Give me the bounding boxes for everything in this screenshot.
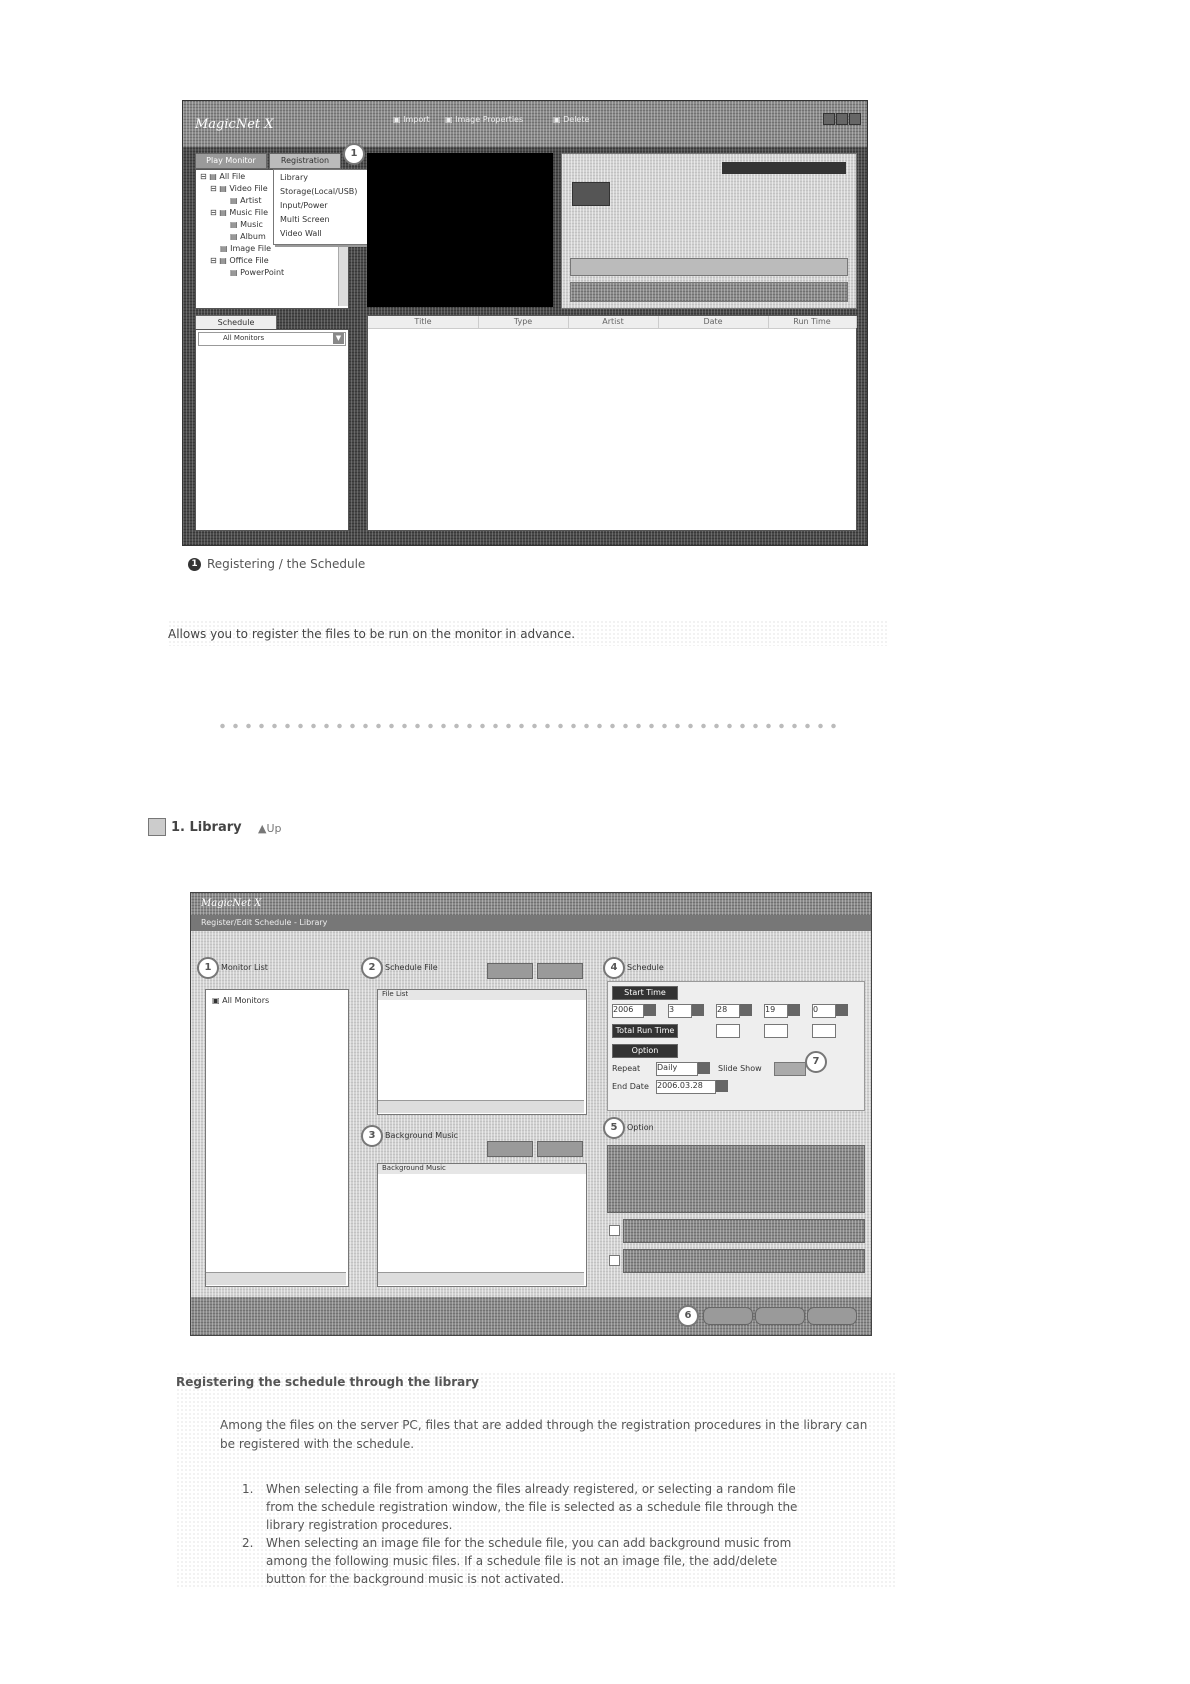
status-bar	[722, 162, 846, 174]
run-hour-field[interactable]	[716, 1024, 740, 1038]
list-item[interactable]: ▣ All Monitors	[212, 996, 270, 1005]
list-item-number: 1.	[242, 1482, 254, 1496]
dot-divider	[216, 722, 836, 730]
marker-2: 2	[361, 957, 383, 979]
caption-text: Registering / the Schedule	[207, 557, 366, 571]
list-item-line: library registration procedures.	[266, 1518, 453, 1532]
background-music-label: Background Music	[385, 1131, 459, 1140]
folder-icon: ▤	[230, 220, 238, 229]
close-button[interactable]	[849, 113, 861, 125]
monitor-list	[205, 989, 349, 1287]
minimize-button[interactable]	[823, 113, 835, 125]
slide-show-label: Slide Show	[718, 1064, 762, 1073]
schedule-dialog	[190, 892, 872, 1336]
column-run-time[interactable]: Run Time	[768, 316, 857, 328]
folder-icon: ▤	[230, 196, 238, 205]
marker-4: 4	[603, 957, 625, 979]
import-icon: ▣	[393, 115, 404, 124]
list-item-number: 2.	[242, 1536, 254, 1550]
folder-icon: ▤	[230, 232, 238, 241]
file-icon: ▤	[230, 268, 238, 277]
dialog-subtitle: Register/Edit Schedule - Library	[201, 918, 328, 927]
start-time-label: Start Time	[612, 986, 678, 1000]
option-label: Option	[627, 1123, 654, 1132]
tab-play-monitor[interactable]: Play Monitor	[195, 153, 267, 169]
footer-button-2[interactable]	[755, 1307, 805, 1325]
folder-icon: ▤	[220, 244, 228, 253]
option-row-2[interactable]	[623, 1249, 865, 1273]
folder-icon: ▤	[219, 208, 227, 217]
schedule-table	[367, 315, 857, 531]
intro-text: Allows you to register the files to be run on the monitor in advance.	[168, 627, 576, 641]
folder-icon: ▤	[219, 256, 227, 265]
bg-scrollbar[interactable]	[378, 1272, 584, 1285]
toolbar-delete[interactable]: ▣ Delete	[553, 115, 590, 124]
background-music-list	[377, 1163, 587, 1287]
schedule-file-label: Schedule File	[385, 963, 438, 972]
marker-6: 6	[677, 1305, 699, 1327]
schedule-file-list	[377, 989, 587, 1115]
folder-icon: ▤	[209, 172, 217, 181]
maximize-button[interactable]	[836, 113, 848, 125]
menu-item-input-power[interactable]: Input/Power	[280, 201, 328, 210]
bg-list-header: Background Music	[378, 1164, 586, 1174]
schedule-box	[607, 981, 865, 1111]
total-run-time-label: Total Run Time	[612, 1024, 678, 1038]
menu-item-library[interactable]: Library	[280, 173, 308, 182]
up-link[interactable]: ▲Up	[258, 822, 282, 835]
app-logo: MagicNet X	[195, 117, 274, 132]
delete-icon: ▣	[553, 115, 564, 124]
list-item-line: from the schedule registration window, the file is selected as a schedule file through the	[266, 1500, 798, 1514]
column-artist[interactable]: Artist	[568, 316, 659, 328]
monitor-icon: ▣	[212, 996, 220, 1005]
schedule-panel	[195, 329, 349, 531]
up-arrow-icon: ▲	[258, 822, 267, 835]
toolbar-import[interactable]: ▣ Import	[393, 115, 430, 124]
option-row-1[interactable]	[623, 1219, 865, 1243]
column-title[interactable]: Title	[368, 316, 479, 328]
schedule-file-add-button[interactable]	[487, 963, 533, 979]
tree-item[interactable]: ▤ PowerPoint	[230, 268, 285, 277]
chevron-down-icon[interactable]	[692, 1004, 704, 1016]
option-button[interactable]: Option	[612, 1044, 678, 1058]
tab-schedule[interactable]: Schedule	[195, 315, 277, 331]
caption-bullet: 1	[188, 558, 201, 571]
toolbar-image-properties[interactable]: ▣ Image Properties	[445, 115, 524, 124]
title-bar	[183, 101, 867, 147]
image-icon: ▣	[445, 115, 456, 124]
footer-button-3[interactable]	[807, 1307, 857, 1325]
dialog-app-logo: MagicNet X	[201, 898, 262, 909]
schedule-file-delete-button[interactable]	[537, 963, 583, 979]
month-field[interactable]: 3	[668, 1004, 692, 1018]
table-header	[368, 316, 856, 329]
registering-section	[176, 1372, 896, 1588]
chevron-down-icon[interactable]	[644, 1004, 656, 1016]
calendar-icon[interactable]	[716, 1080, 728, 1092]
section-title: 1. Library	[171, 820, 242, 835]
dialog-footer	[191, 1297, 871, 1335]
monitor-list-label: Monitor List	[221, 963, 268, 972]
option-checkbox-1[interactable]	[609, 1225, 620, 1236]
registering-paragraph: Among the files on the server PC, files that are added through the registration procedures in the library can be registered with the schedule.	[220, 1418, 868, 1451]
option-preview	[607, 1145, 865, 1213]
chevron-down-icon[interactable]	[788, 1004, 800, 1016]
music-add-button[interactable]	[487, 1141, 533, 1157]
hour-field[interactable]: 19	[764, 1004, 788, 1018]
preview-screen	[367, 153, 553, 307]
slide-show-select[interactable]	[774, 1062, 806, 1076]
music-delete-button[interactable]	[537, 1141, 583, 1157]
monitor-select[interactable]: All Monitors ▼	[198, 332, 346, 346]
menu-item-multi-screen[interactable]: Multi Screen	[280, 215, 330, 224]
minute-field[interactable]: 0	[812, 1004, 836, 1018]
tab-registration[interactable]: Registration	[269, 153, 341, 169]
end-date-label: End Date	[612, 1082, 649, 1091]
marker-7: 7	[805, 1051, 827, 1073]
tree-item[interactable]: ⊟ ▤ All File	[200, 172, 246, 181]
progress-slider[interactable]	[570, 258, 848, 276]
year-field[interactable]: 2006	[612, 1004, 644, 1018]
tree-item[interactable]: ▤ Image File	[220, 244, 272, 253]
schedule-label: Schedule	[627, 963, 664, 972]
control-panel	[561, 153, 857, 309]
folder-icon: ▤	[219, 184, 227, 193]
day-field[interactable]: 28	[716, 1004, 740, 1018]
marker-5: 5	[603, 1117, 625, 1139]
marker-3: 3	[361, 1125, 383, 1147]
repeat-label: Repeat	[612, 1064, 641, 1073]
menu-item-video-wall[interactable]: Video Wall	[280, 229, 322, 238]
dialog-title-bar	[191, 893, 871, 915]
footer-button-1[interactable]	[703, 1307, 753, 1325]
playback-controls[interactable]	[570, 282, 848, 302]
run-second-field[interactable]	[812, 1024, 836, 1038]
book-icon	[148, 818, 166, 836]
chevron-down-icon[interactable]	[698, 1062, 710, 1074]
chevron-down-icon[interactable]	[740, 1004, 752, 1016]
registering-heading: Registering the schedule through the library	[176, 1375, 479, 1389]
column-type[interactable]: Type	[478, 316, 569, 328]
marker-1: 1	[197, 957, 219, 979]
repeat-select[interactable]: Daily	[656, 1062, 698, 1076]
tree-item[interactable]: ▤ Album	[230, 232, 266, 241]
dialog-subtitle-bar	[191, 915, 871, 931]
list-item-line: button for the background music is not activated.	[266, 1572, 565, 1586]
screenshot-main-window	[182, 100, 868, 546]
tree-item[interactable]: ▤ Artist	[230, 196, 262, 205]
tree-item[interactable]: ⊟ ▤ Office File	[210, 256, 269, 265]
menu-item-storage[interactable]: Storage(Local/USB)	[280, 187, 358, 196]
file-scrollbar[interactable]	[378, 1100, 584, 1113]
clock-display	[572, 182, 610, 206]
tree-item[interactable]: ⊟ ▤ Music File	[210, 208, 269, 217]
list-item-line: When selecting a file from among the files already registered, or selecting a random file	[266, 1482, 796, 1496]
tree-item[interactable]: ▤ Music	[230, 220, 263, 229]
list-item-line: among the following music files. If a schedule file is not an image file, the add/delete	[266, 1554, 778, 1568]
chevron-down-icon[interactable]	[836, 1004, 848, 1016]
column-date[interactable]: Date	[658, 316, 769, 328]
tree-item[interactable]: ⊟ ▤ Video File	[210, 184, 268, 193]
chevron-down-icon: ▼	[333, 333, 344, 344]
run-minute-field[interactable]	[764, 1024, 788, 1038]
list-item-line: When selecting an image file for the schedule file, you can add background music from	[266, 1536, 792, 1550]
option-checkbox-2[interactable]	[609, 1255, 620, 1266]
intro-box	[168, 620, 888, 646]
file-list-header: File List	[378, 990, 586, 1000]
marker-1: 1	[343, 143, 365, 165]
monitor-scrollbar[interactable]	[206, 1272, 346, 1285]
end-date-field[interactable]: 2006.03.28	[656, 1080, 716, 1094]
